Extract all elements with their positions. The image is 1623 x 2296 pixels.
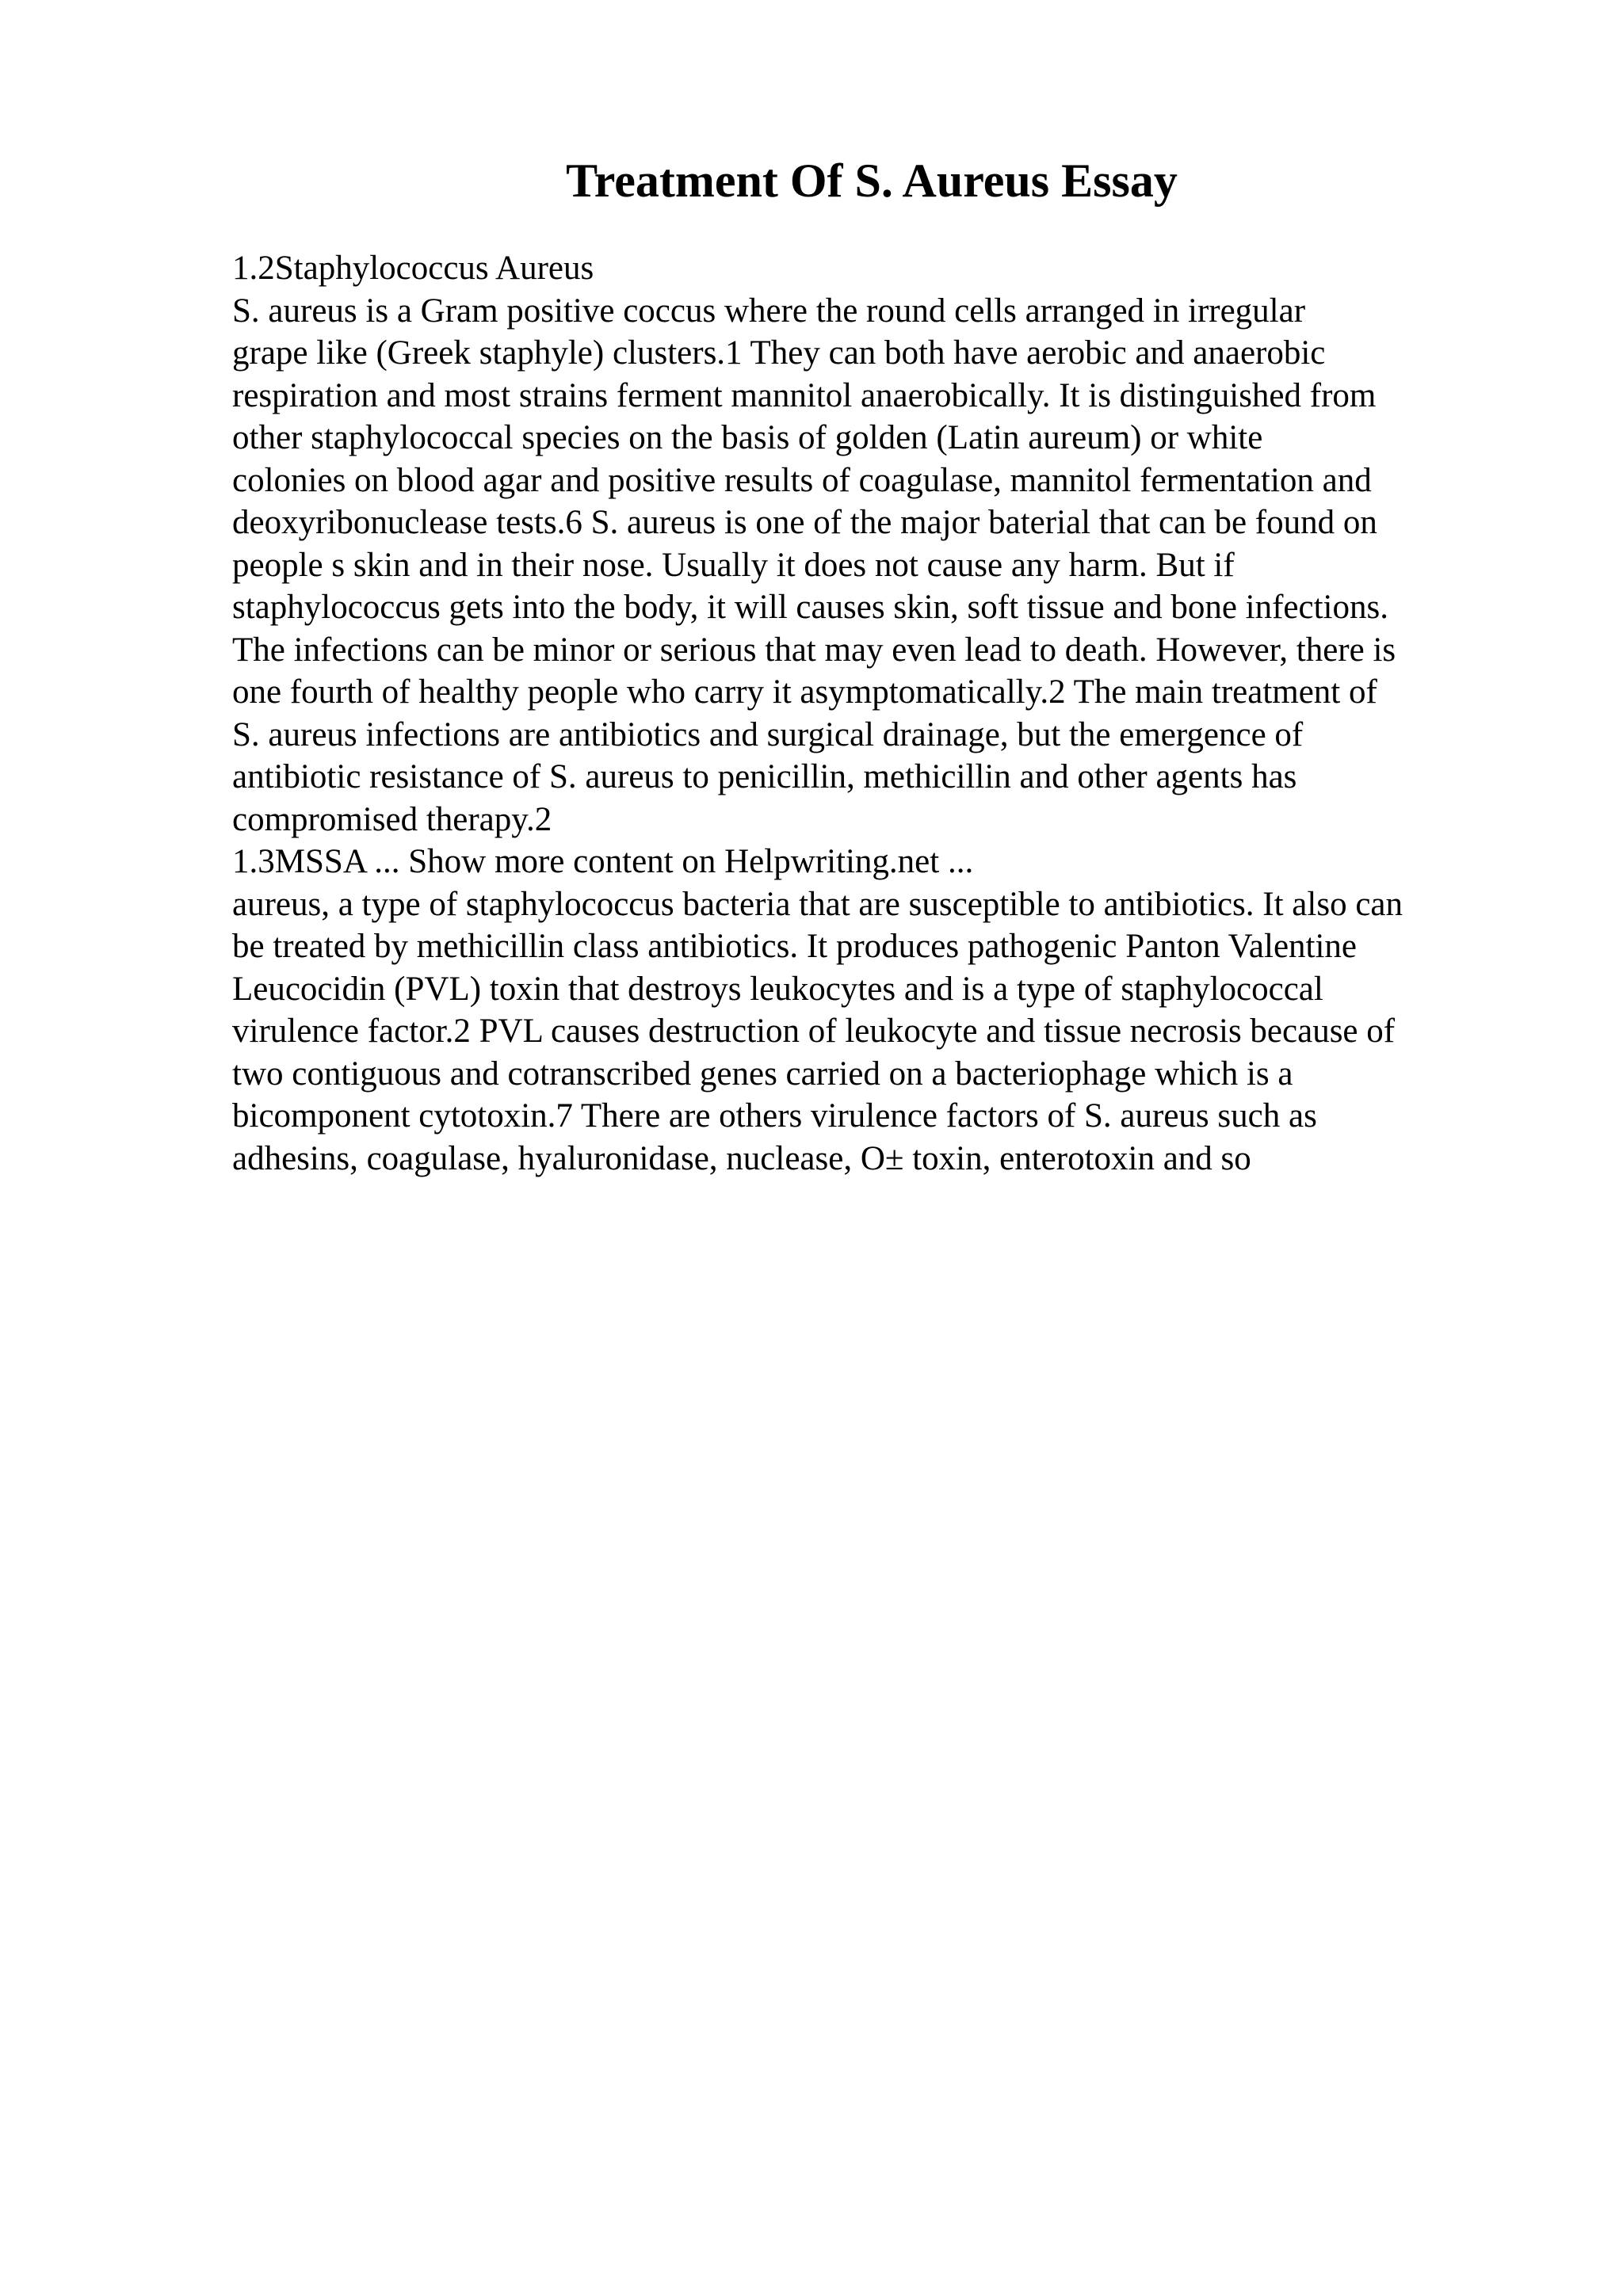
body-line: virulence factor.2 PVL causes destruction of leukocyte and tissue necrosis because of [232,1013,1396,1050]
body-line: S. aureus is a Gram positive coccus where the round cells arranged in irregular [232,292,1306,330]
body-line: The infections can be minor or serious that may even lead to death. However, there is [232,631,1396,669]
body-line: Leucocidin (PVL) toxin that destroys leukocytes and is a type of staphylococcal [232,970,1323,1008]
body-line: be treated by methicillin class antibiotics. It produces pathogenic Panton Valentine [232,928,1358,965]
body-line: bicomponent cytotoxin.7 There are others virulence factors of S. aureus such as [232,1097,1317,1135]
document-body [232,247,1564,1180]
body-line: respiration and most strains ferment mannitol anaerobically. It is distinguished from [232,376,1377,414]
body-line: 1.3MSSA ... Show more content on Helpwriting.net ... [232,843,974,880]
document-title: Treatment Of S. Aureus Essay [566,154,1178,207]
body-line: grape like (Greek staphyle) clusters.1 They can both have aerobic and anaerobic [232,334,1326,372]
body-line: S. aureus infections are antibiotics and surgical drainage, but the emergence of [232,715,1304,753]
body-line: people s skin and in their nose. Usually it does not cause any harm. But if [232,546,1235,584]
body-line: antibiotic resistance of S. aureus to penicillin, methicillin and other agents has [232,758,1297,795]
body-line: staphylococcus gets into the body, it will causes skin, soft tissue and bone infections. [232,589,1388,626]
body-line: one fourth of healthy people who carry it asymptomatically.2 The main treatment of [232,673,1377,711]
body-line: compromised therapy.2 [232,800,552,838]
body-line: aureus, a type of staphylococcus bacteria that are susceptible to antibiotics. It also can [232,885,1403,923]
body-line: colonies on blood agar and positive results of coagulase, mannitol fermentation and [232,461,1372,499]
body-line: adhesins, coagulase, hyaluronidase, nuclease, O± toxin, enterotoxin and so [232,1139,1251,1177]
body-line: 1.2Staphylococcus Aureus [232,250,594,287]
body-line: other staphylococcal species on the basis of golden (Latin aureum) or white [232,419,1263,456]
body-line: deoxyribonuclease tests.6 S. aureus is one of the major baterial that can be found on [232,504,1377,541]
body-line: two contiguous and cotranscribed genes carried on a bacteriophage which is a [232,1055,1293,1093]
